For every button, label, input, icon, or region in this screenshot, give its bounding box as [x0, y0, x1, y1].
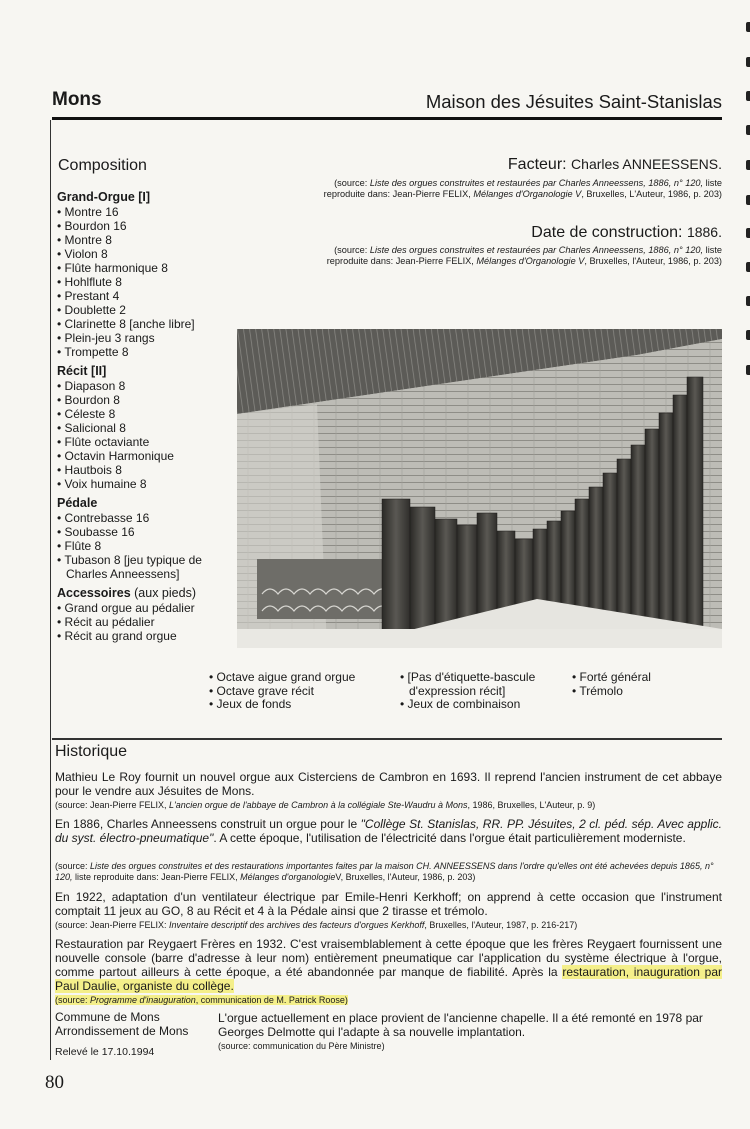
history-source: (source: Liste des orgues construites et des restaurations importantes faites par la maison CH. ANNEESSENS dans l'ordre qu'elles ont été achevées depuis 1865, n° 120, liste reproduite dans: Jean-Pierre FELIX, Mélanges d'organologieV, Bruxelles, l'Auteur, 1986, p. 203) — [55, 861, 714, 882]
stop-item: • Flûte octaviante — [57, 435, 207, 449]
accessories-column — [400, 671, 560, 712]
builder-line: Facteur: Charles ANNEESSENS. — [507, 156, 722, 173]
footer-paragraph: L'orgue actuellement en place provient de l'ancienne chapelle. Il a été remonté en 1978 par Georges Delmotte qui l'adapte à sa nouvelle implantation. (source: communication du Père Ministre) — [218, 1012, 722, 1054]
accessory-item: • Jeux de fonds — [209, 698, 355, 712]
arrondissement: Arrondissement de Mons — [55, 1024, 189, 1038]
stop-item: • Voix humaine 8 — [57, 477, 207, 491]
section-title: Pédale — [57, 496, 98, 510]
history-source: (source: Programme d'inauguration, communication de M. Patrick Roose) — [55, 995, 348, 1005]
binding-mark — [746, 228, 750, 238]
page-location: Mons — [52, 89, 102, 110]
history-paragraph: Restauration par Reygaert Frères en 1932. C'est vraisemblablement à cette époque que les frères Reygaert fournissent une nouvelle console (barre d'adresse à leur nom) entièrement pneumatique car l'application du système électrique à l'orgue, comme partout ailleurs à cette époque, a été abandonnée par manque de fiabilité. Après la restauration, inauguration par Paul Daulie, organiste du collège. — [55, 937, 722, 993]
stop-item: • Hohlflute 8 — [57, 275, 207, 289]
date-source: (source: Liste des orgues construites et restaurées par Charles Anneessens, 1886, n° 120, liste reproduite dans: Jean-Pierre FELIX, Mélanges d'Organologie V, Bruxelles, l'Auteur, 1986, p. 203) — [326, 245, 722, 266]
history-paragraph: Mathieu Le Roy fournit un nouvel orgue aux Cisterciens de Cambron en 1693. Il reprend l'ancien instrument de cet abbaye pour le vendre aux Jésuites de Mons. — [55, 770, 722, 798]
accessories-column — [572, 671, 651, 698]
accessory-item: • Forté général — [572, 671, 651, 685]
accessory-item: • Récit au pédalier — [57, 615, 207, 629]
section-title: Grand-Orgue [I] — [57, 190, 151, 204]
page-number: 80 — [45, 1072, 64, 1093]
section-rule — [52, 738, 722, 740]
binding-mark — [746, 330, 750, 340]
binding-mark — [746, 91, 750, 101]
stop-item: • Contrebasse 16 — [57, 511, 207, 525]
survey-date: Relevé le 17.10.1994 — [55, 1046, 155, 1058]
stop-item: • Tubason 8 [jeu typique de Charles Anneessens] — [57, 553, 207, 581]
accessory-item: • Jeux de combinaison — [400, 698, 560, 712]
accessory-item: • Octave aigue grand orgue — [209, 671, 355, 685]
history-paragraph: En 1886, Charles Anneessens construit un orgue pour le "Collège St. Stanislas, RR. PP. Jésuites, 2 cl. péd. sép. Avec applic. du syst. électro-pneumatique". A cette époque, l'utilisation de l'électricité dans l'orgue était particulièrement moderniste. — [55, 817, 722, 845]
stop-item: • Flûte 8 — [57, 539, 207, 553]
history-source: (source: Jean-Pierre FELIX: Inventaire descriptif des archives des facteurs d'orgues Kerkhoff, Bruxelles, l'Auteur, 1987, p. 216-217) — [55, 920, 578, 930]
stop-item: • Plein-jeu 3 rangs — [57, 331, 207, 345]
stop-item: • Soubasse 16 — [57, 525, 207, 539]
accessory-item: • Octave grave récit — [209, 685, 355, 699]
stop-item: • Octavin Harmonique — [57, 449, 207, 463]
stop-item: • Prestant 4 — [57, 289, 207, 303]
stop-item: • Bourdon 8 — [57, 393, 207, 407]
frame-rule — [50, 120, 51, 1060]
stop-item: • Salicional 8 — [57, 421, 207, 435]
history-source: (source: Jean-Pierre FELIX, L'ancien orgue de l'abbaye de Cambron à la collégiale Ste-Waudru à Mons, 1986, Bruxelles, L'Auteur, p. 9) — [55, 800, 596, 810]
binding-mark — [746, 57, 750, 67]
binding-mark — [746, 22, 750, 32]
accessory-item: • [Pas d'étiquette-bascule d'expression récit] — [400, 671, 560, 698]
stop-item: • Montre 16 — [57, 205, 207, 219]
binding-mark — [746, 262, 750, 272]
stop-item: • Hautbois 8 — [57, 463, 207, 477]
binding-mark — [746, 195, 750, 205]
date-line: Date de construction: 1886. — [531, 224, 722, 241]
accessory-item: • Grand orgue au pédalier — [57, 601, 207, 615]
stop-list — [57, 190, 207, 643]
stop-item: • Céleste 8 — [57, 407, 207, 421]
stop-item: • Montre 8 — [57, 233, 207, 247]
accessory-item: • Trémolo — [572, 685, 651, 699]
accessory-item: • Récit au grand orgue — [57, 629, 207, 643]
binding-mark — [746, 125, 750, 135]
stop-item: • Bourdon 16 — [57, 219, 207, 233]
page-title: Maison des Jésuites Saint-Stanislas — [425, 91, 722, 112]
stop-item: • Flûte harmonique 8 — [57, 261, 207, 275]
accessories-column — [209, 671, 355, 712]
history-paragraph: En 1922, adaptation d'un ventilateur électrique par Emile-Henri Kerkhoff; on apprend à cette occasion que l'instrument comptait 11 jeux au GO, 8 au Récit et 4 à la Pédale ainsi que 2 tirasse et trémolo. — [55, 890, 722, 918]
stop-item: • Diapason 8 — [57, 379, 207, 393]
organ-photo — [237, 329, 722, 648]
location-block — [55, 1010, 188, 1038]
stop-item: • Doublette 2 — [57, 303, 207, 317]
stop-item: • Clarinette 8 [anche libre] — [57, 317, 207, 331]
stop-item: • Violon 8 — [57, 247, 207, 261]
binding-mark — [746, 296, 750, 306]
commune: Commune de Mons — [55, 1010, 160, 1024]
composition-title: Composition — [58, 157, 147, 174]
highlighted-text: restauration, inauguration par Paul Daulie, organiste du collège. — [55, 965, 722, 993]
section-title: Accessoires (aux pieds) — [57, 586, 196, 600]
binding-mark — [746, 160, 750, 170]
binding-mark — [746, 365, 750, 375]
section-title: Récit [II] — [57, 364, 107, 378]
footer-source: (source: communication du Père Ministre) — [218, 1041, 385, 1051]
stop-item: • Trompette 8 — [57, 345, 207, 359]
header-rule — [52, 117, 722, 120]
builder-source: (source: Liste des orgues construites et restaurées par Charles Anneessens, 1886, n° 120, liste reproduite dans: Jean-Pierre FELIX, Mélanges d'Organologie V, Bruxelles, L'Auteur, 1986, p. 203) — [323, 178, 722, 199]
history-title: Historique — [55, 743, 128, 760]
